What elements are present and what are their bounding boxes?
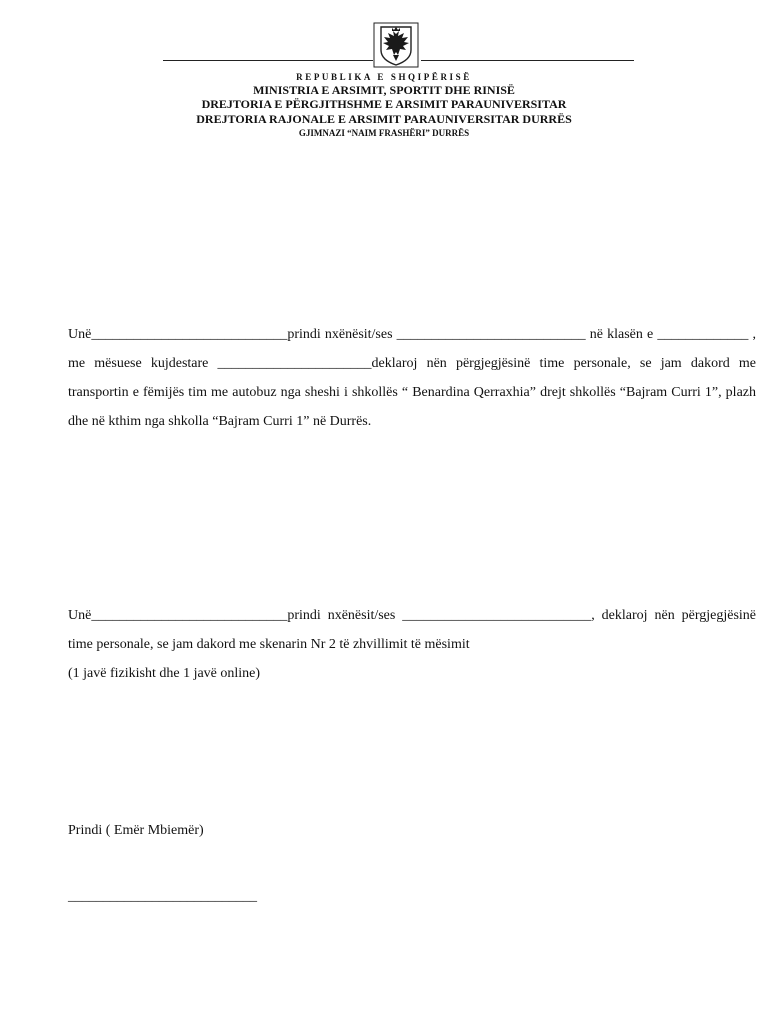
signature-label: Prindi ( Emër Mbiemër) [68, 823, 204, 838]
header-regional-directorate-line: DREJTORIA RAJONALE E ARSIMIT PARAUNIVERSITAR DURRËS [196, 112, 572, 126]
scenario-text: Unë____________________________prindi nxënësit/ses ___________________________, deklaroj nën përgjegjësinë time personale, se jam dakord me skenarin Nr 2 të zhvillimit të mësimit [68, 608, 756, 652]
declaration-paragraph-transport: Unë____________________________prindi nxënësit/ses ___________________________ në klasën e _____________ , me mësuese kujdestare ______________________deklaroj nën përgjegjësinë time personale, se jam dakord me transportin e fëmijës tim me autobuz nga sheshi i shkollës “ Benardina Qerraxhia” drejt shkollës “Bajram Curri 1”, plazh dhe në kthim nga shkolla “Bajram Curri 1” në Durrës. [68, 327, 756, 429]
header-ministry-line: MINISTRIA E ARSIMIT, SPORTIT DHE RINISË [253, 83, 515, 97]
header-rule-right [421, 60, 634, 61]
header-general-directorate-line: DREJTORIA E PËRGJITHSHME E ARSIMIT PARAUNIVERSITAR [201, 97, 567, 111]
albanian-eagle-emblem-icon [373, 22, 419, 68]
header-school-line: GJIMNAZI “NAIM FRASHËRI” DURRËS [298, 128, 470, 138]
signature-line: ___________________________ [68, 889, 257, 904]
header-republic-line: REPUBLIKA E SHQIPËRISË [296, 72, 472, 82]
scenario-note: (1 javë fizikisht dhe 1 javë online) [68, 666, 261, 681]
declaration-paragraph-scenario [68, 601, 756, 688]
header-rule-left [163, 60, 373, 61]
